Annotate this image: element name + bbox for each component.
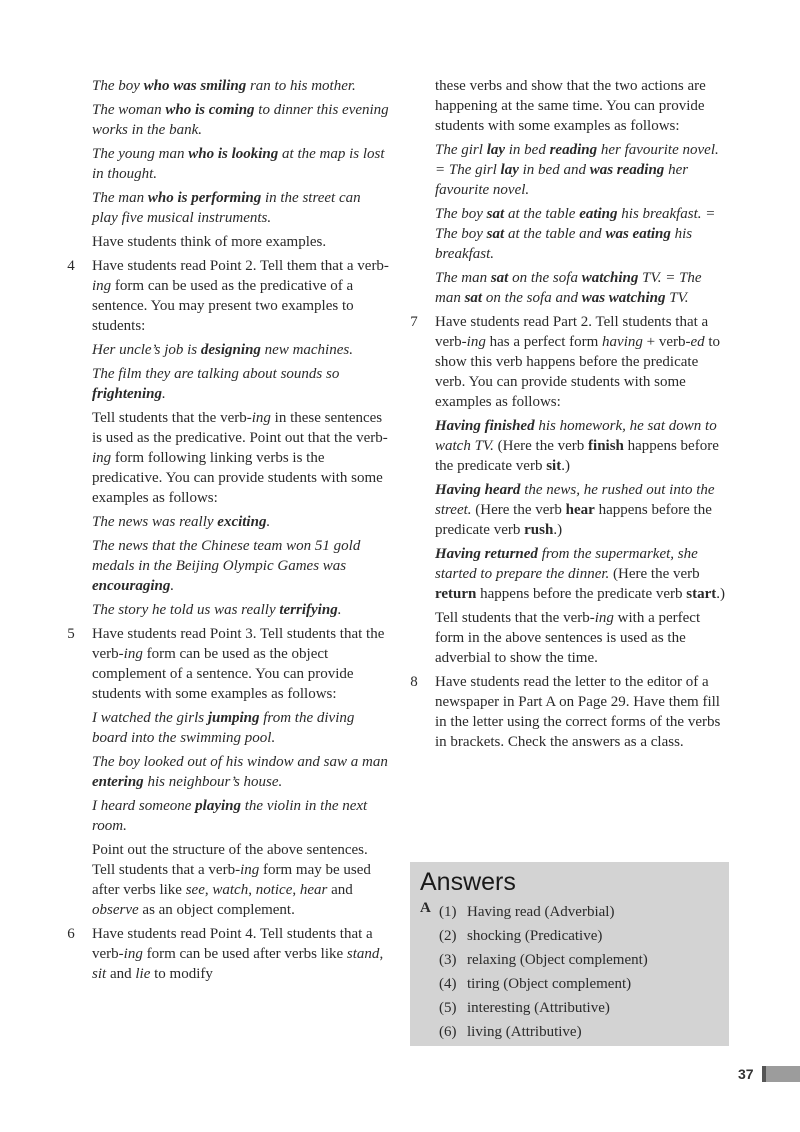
example-sentence: The boy sat at the table eating his breakfast. = The boy sat at the table and was eating his breakfast.: [435, 206, 716, 262]
example-sentence: The woman who is coming to dinner this evening works in the bank.: [92, 102, 389, 138]
instruction-text: Have students think of more examples.: [92, 234, 327, 250]
answer-item: [439, 948, 648, 972]
answer-item: [439, 972, 648, 996]
answer-text: tiring (Object complement): [467, 976, 632, 992]
answer-item: [439, 996, 648, 1020]
instruction-text: these verbs and show that the two actions are happening at the same time. You can provide students with some examples as follows:: [435, 78, 706, 134]
example-sentence: The film they are talking about sounds so frightening.: [92, 366, 340, 402]
answer-text: interesting (Attributive): [467, 1000, 610, 1016]
answer-number: (5): [439, 1000, 457, 1016]
step-number: 5: [67, 626, 75, 642]
step-number: 8: [410, 674, 418, 690]
answer-text: Having read (Adverbial): [467, 904, 615, 920]
step-number: 7: [410, 314, 418, 330]
instruction-text: Tell students that the verb-ing in these sentences is used as the predicative. Point out that the verb-ing form following linking verbs is the predicative. You can provide students with some examples as follows:: [92, 410, 388, 506]
example-sentence: Having returned from the supermarket, she started to prepare the dinner. (Here the verb return happens before the predicate verb start.): [435, 546, 726, 602]
answer-item: [439, 924, 648, 948]
answers-title: Answers: [420, 868, 516, 896]
page-number-bar: [762, 1066, 800, 1082]
instruction-text: Tell students that the verb-ing with a perfect form in the above sentences is used as the adverbial to show the time.: [435, 610, 701, 666]
answer-text: shocking (Predicative): [467, 928, 603, 944]
answer-text: living (Attributive): [467, 1024, 582, 1040]
answer-item: [439, 900, 648, 924]
answer-item: [439, 1020, 648, 1044]
step-number: 4: [67, 258, 75, 274]
step-number: 6: [67, 926, 75, 942]
example-sentence: Her uncle’s job is designing new machines.: [92, 342, 353, 358]
example-sentence: The girl lay in bed reading her favourite novel. = The girl lay in bed and was reading her favourite novel.: [435, 142, 719, 198]
answers-section-label: A: [420, 900, 431, 916]
numbered-step-7: 7 Have students read Part 2. Tell students that a verb-ing has a perfect form having + verb-ed to show this verb happens before the predicate verb. You can provide students with some examples as follows:: [407, 312, 729, 412]
answers-box: [410, 862, 729, 1046]
right-column: [407, 76, 729, 756]
numbered-step-8: 8 Have students read the letter to the editor of a newspaper in Part A on Page 29. Have them fill in the letter using the correct forms of the verbs in brackets. Check the answers as a class.: [407, 672, 729, 752]
answer-number: (3): [439, 952, 457, 968]
example-sentence: Having finished his homework, he sat down to watch TV. (Here the verb finish happens before the predicate verb sit.): [435, 418, 719, 474]
example-sentence: The news that the Chinese team won 51 gold medals in the Beijing Olympic Games was encouraging.: [92, 538, 361, 594]
example-sentence: I heard someone playing the violin in the next room.: [92, 798, 368, 834]
example-sentence: The boy who was smiling ran to his mother.: [92, 78, 356, 94]
answer-number: (1): [439, 904, 457, 920]
example-sentence: Having heard the news, he rushed out into the street. (Here the verb hear happens before the predicate verb rush.): [435, 482, 715, 538]
answers-list: [439, 900, 648, 1044]
answer-number: (6): [439, 1024, 457, 1040]
example-sentence: The man who is performing in the street can play five musical instruments.: [92, 190, 361, 226]
example-sentence: The boy looked out of his window and saw a man entering his neighbour’s house.: [92, 754, 388, 790]
instruction-text: Point out the structure of the above sentences. Tell students that a verb-ing form may be used after verbs like see, watch, notice, hear and observe as an object complement.: [92, 842, 371, 918]
page-number: 37: [738, 1066, 754, 1082]
answer-number: (2): [439, 928, 457, 944]
answer-text: relaxing (Object complement): [467, 952, 648, 968]
left-column: [64, 76, 390, 988]
numbered-step-4: 4 Have students read Point 2. Tell them that a verb-ing form can be used as the predicative of a sentence. You may present two examples to students:: [64, 256, 390, 336]
example-sentence: The story he told us was really terrifying.: [92, 602, 342, 618]
example-sentence: The man sat on the sofa watching TV. = The man sat on the sofa and was watching TV.: [435, 270, 702, 306]
example-sentence: The young man who is looking at the map is lost in thought.: [92, 146, 385, 182]
numbered-step-5: 5 Have students read Point 3. Tell students that the verb-ing form can be used as the object complement of a sentence. You can provide students with some examples as follows:: [64, 624, 390, 704]
numbered-step-6: 6 Have students read Point 4. Tell students that a verb-ing form can be used after verbs like stand, sit and lie to modify: [64, 924, 390, 984]
example-sentence: I watched the girls jumping from the diving board into the swimming pool.: [92, 710, 355, 746]
answer-number: (4): [439, 976, 457, 992]
example-sentence: The news was really exciting.: [92, 514, 271, 530]
